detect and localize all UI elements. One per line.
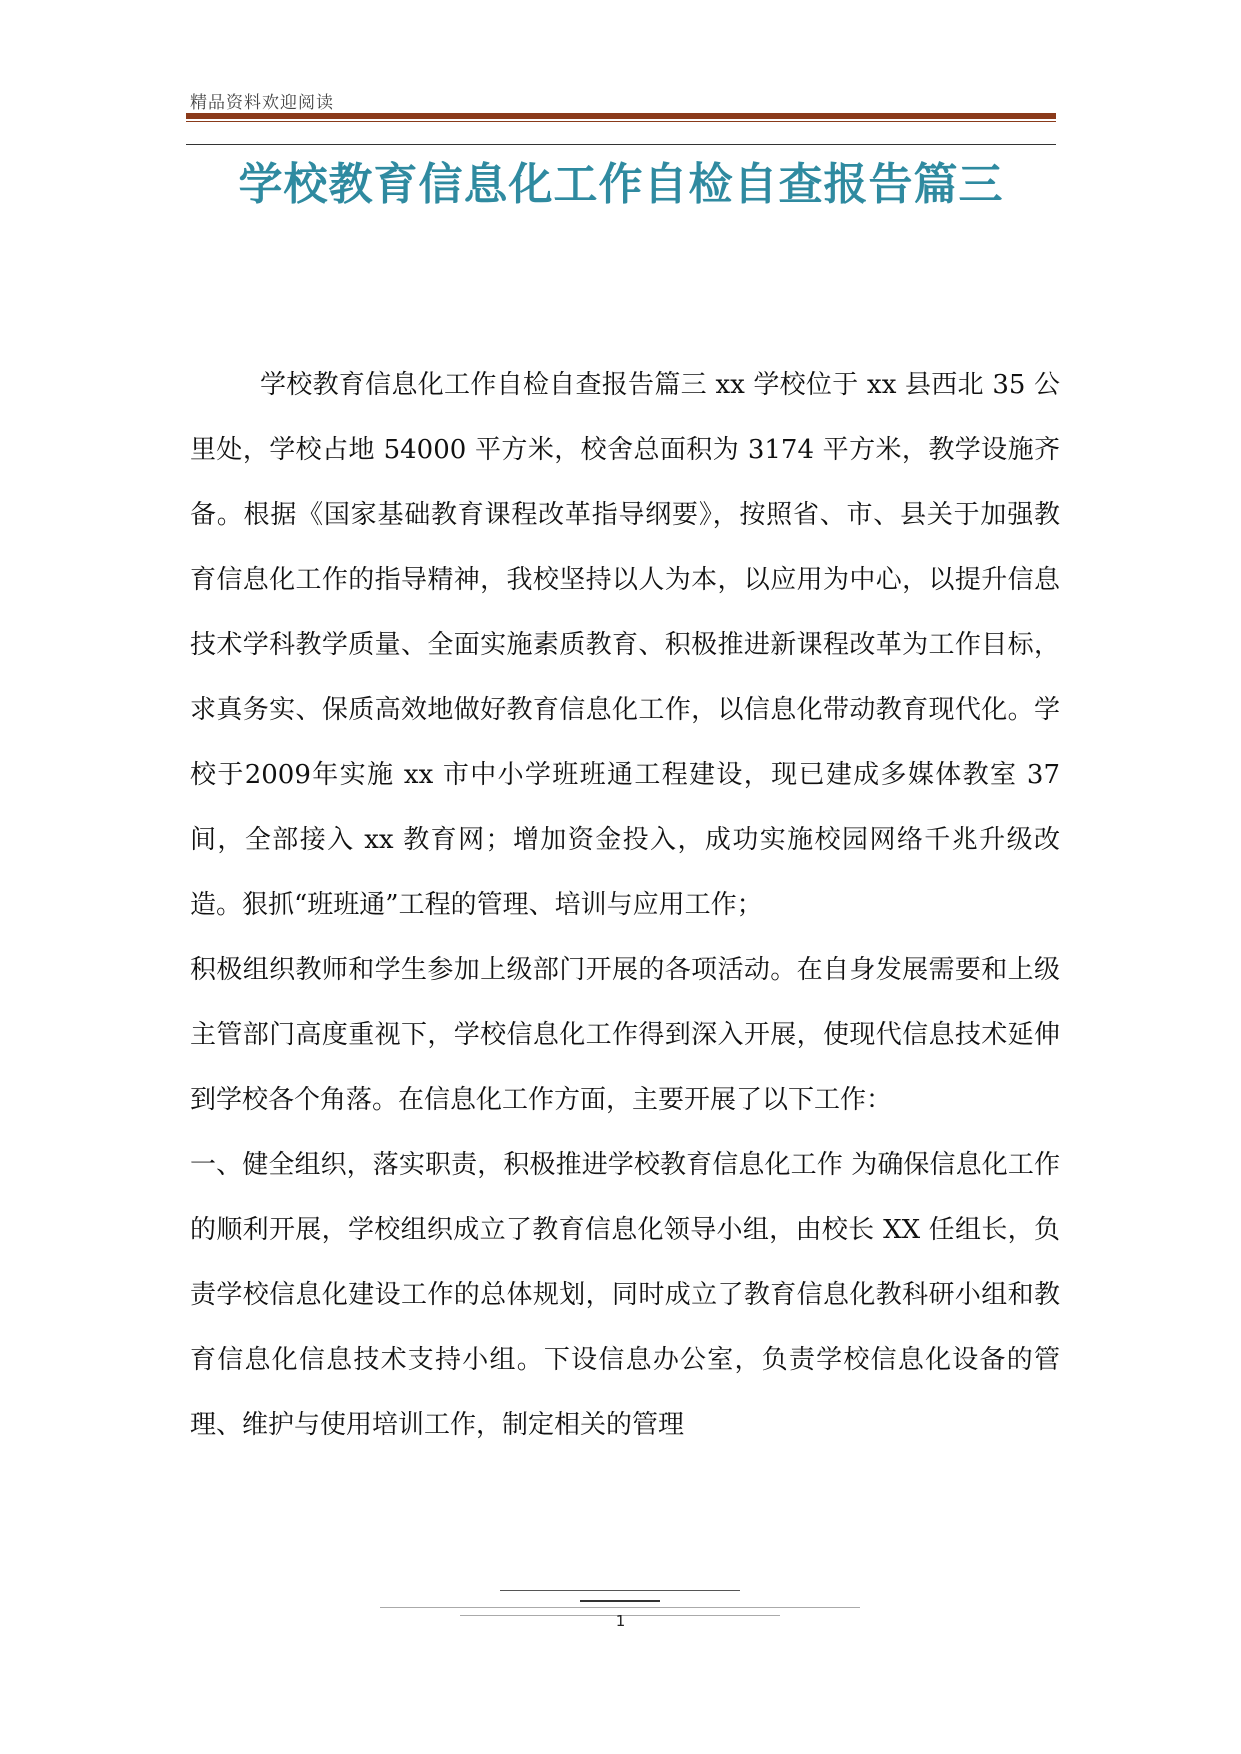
header-rule-under: [186, 144, 1056, 145]
paragraph-activities: 积极组织教师和学生参加上级部门开展的各项活动。在自身发展需要和上级主管部门高度重视下，学校信息化工作得到深入开展，使现代信息技术延伸到学校各个角落。在信息化工作方面，主要开展了以下工作：: [190, 955, 1060, 1115]
footer-divider: [580, 1600, 660, 1602]
header-rule-thin: [186, 121, 1056, 122]
header-rule-thick: [186, 113, 1056, 119]
paragraph-intro: 学校教育信息化工作自检自查报告篇三 xx 学校位于 xx 县西北 35 公里处，学校占地 54000 平方米，校舍总面积为 3174 平方米，教学设施齐备。根据《国家基础教育课程改革指导纲要》，按照省、市、县关于加强教育信息化工作的指导精神，我校坚持以人为本，以应用为中心，以提升信息技术学科教学质量、全面实施素质教育、积极推进新课程改革为工作目标，求真务实、保质高效地做好教育信息化工作，以信息化带动教育现代化。学校于2009年实施 xx 市中小学班班通工程建设，现已建成多媒体教室 37 间，全部接入 xx 教育网；增加资金投入，成功实施校园网络千兆升级改造。狠抓“班班通”工程的管理、培训与应用工作；: [190, 370, 1060, 920]
document-body: [190, 353, 1060, 1458]
footer-divider: [380, 1607, 860, 1608]
document-title: 学校教育信息化工作自检自查报告篇三: [238, 159, 1004, 210]
paragraph-section-one: 一、健全组织，落实职责，积极推进学校教育信息化工作 为确保信息化工作的顺利开展，学校组织成立了教育信息化领导小组，由校长 XX 任组长，负责学校信息化建设工作的总体规划，同时成立了教育信息化教科研小组和教育信息化信息技术支持小组。下设信息办公室，负责学校信息化设备的管理、维护与使用培训工作，制定相关的管理: [190, 1150, 1060, 1440]
header-text: 精品资料欢迎阅读: [190, 93, 334, 113]
footer-divider: [500, 1590, 740, 1591]
page-number: 1: [615, 1612, 626, 1630]
